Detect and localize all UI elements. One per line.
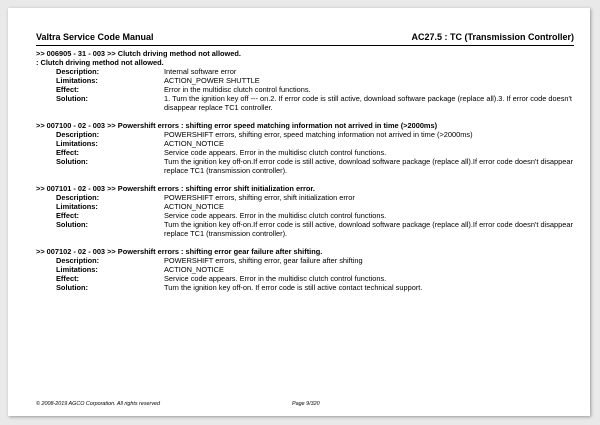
effect-row (36, 274, 574, 283)
description-value: POWERSHIFT errors, shifting error, gear failure after shifting (164, 256, 363, 265)
solution-value: Turn the ignition key off-on.If error code is still active, download software package (replace all).If error code doesn't disappear replace TC1 (transmission controller). (164, 157, 573, 175)
limitations-value: ACTION_POWER SHUTTLE (164, 76, 260, 85)
service-code-entry (36, 247, 574, 292)
entry-title: >> 007100 - 02 - 003 >> Powershift errors : shifting error speed matching information not arrived in time (>2000ms) (36, 121, 438, 130)
page-content (36, 49, 574, 301)
entry-title: >> 007101 - 02 - 003 >> Powershift errors : shifting error shift initialization error. (36, 184, 315, 193)
limitations-row (36, 76, 574, 85)
description-label: Description: (56, 256, 100, 265)
solution-label: Solution: (56, 220, 89, 229)
service-code-entry (36, 121, 574, 175)
effect-row (36, 85, 574, 94)
limitations-row (36, 202, 574, 211)
description-row (36, 193, 574, 202)
effect-label: Effect: (56, 148, 79, 157)
description-label: Description: (56, 130, 100, 139)
description-row (36, 256, 574, 265)
description-row (36, 130, 574, 139)
page-header (36, 29, 574, 46)
limitations-row (36, 139, 574, 148)
limitations-label: Limitations: (56, 139, 98, 148)
service-code-entry (36, 49, 574, 112)
limitations-label: Limitations: (56, 76, 98, 85)
section-title: AC27.5 : TC (Transmission Controller) (411, 32, 574, 42)
description-value: POWERSHIFT errors, shifting error, speed matching information not arrived in time (>2000ms) (164, 130, 473, 139)
copyright-notice: © 2008-2019 AGCO Corporation. All rights reserved (36, 401, 161, 407)
solution-row (36, 220, 574, 238)
limitations-label: Limitations: (56, 265, 98, 274)
limitations-label: Limitations: (56, 202, 98, 211)
effect-label: Effect: (56, 211, 79, 220)
limitations-row (36, 265, 574, 274)
solution-value: 1. Turn the ignition key off --- on.2. If error code is still active, download software package (replace all).3. If error code doesn't disappear replace TC1 controller. (164, 94, 572, 112)
description-value: POWERSHIFT errors, shifting error, shift initialization error (164, 193, 355, 202)
entry-subtitle: : Clutch driving method not allowed. (36, 58, 164, 67)
service-code-entry (36, 184, 574, 238)
description-label: Description: (56, 67, 100, 76)
solution-label: Solution: (56, 283, 89, 292)
solution-value: Turn the ignition key off-on. If error code is still active contact technical support. (164, 283, 423, 292)
effect-value: Service code appears. Error in the multidisc clutch control functions. (164, 148, 387, 157)
effect-label: Effect: (56, 85, 79, 94)
limitations-value: ACTION_NOTICE (164, 202, 224, 211)
solution-label: Solution: (56, 94, 89, 103)
effect-value: Error in the multidisc clutch control functions. (164, 85, 311, 94)
effect-value: Service code appears. Error in the multidisc clutch control functions. (164, 274, 387, 283)
limitations-value: ACTION_NOTICE (164, 265, 224, 274)
manual-title: Valtra Service Code Manual (36, 32, 154, 42)
effect-value: Service code appears. Error in the multidisc clutch control functions. (164, 211, 387, 220)
solution-label: Solution: (56, 157, 89, 166)
page-number: Page 9/320 (292, 401, 320, 407)
document-page (8, 8, 590, 416)
entry-title: >> 006905 - 31 - 003 >> Clutch driving method not allowed. (36, 49, 241, 58)
solution-row (36, 157, 574, 175)
limitations-value: ACTION_NOTICE (164, 139, 224, 148)
solution-row (36, 94, 574, 112)
description-value: Internal software error (164, 67, 237, 76)
solution-row (36, 283, 574, 292)
solution-value: Turn the ignition key off-on.If error code is still active, download software package (replace all).If error code doesn't disappear replace TC1 (transmission controller). (164, 220, 573, 238)
entry-title: >> 007102 - 02 - 003 >> Powershift errors : shifting error gear failure after shifting. (36, 247, 323, 256)
description-row (36, 67, 574, 76)
description-label: Description: (56, 193, 100, 202)
effect-row (36, 148, 574, 157)
effect-label: Effect: (56, 274, 79, 283)
effect-row (36, 211, 574, 220)
